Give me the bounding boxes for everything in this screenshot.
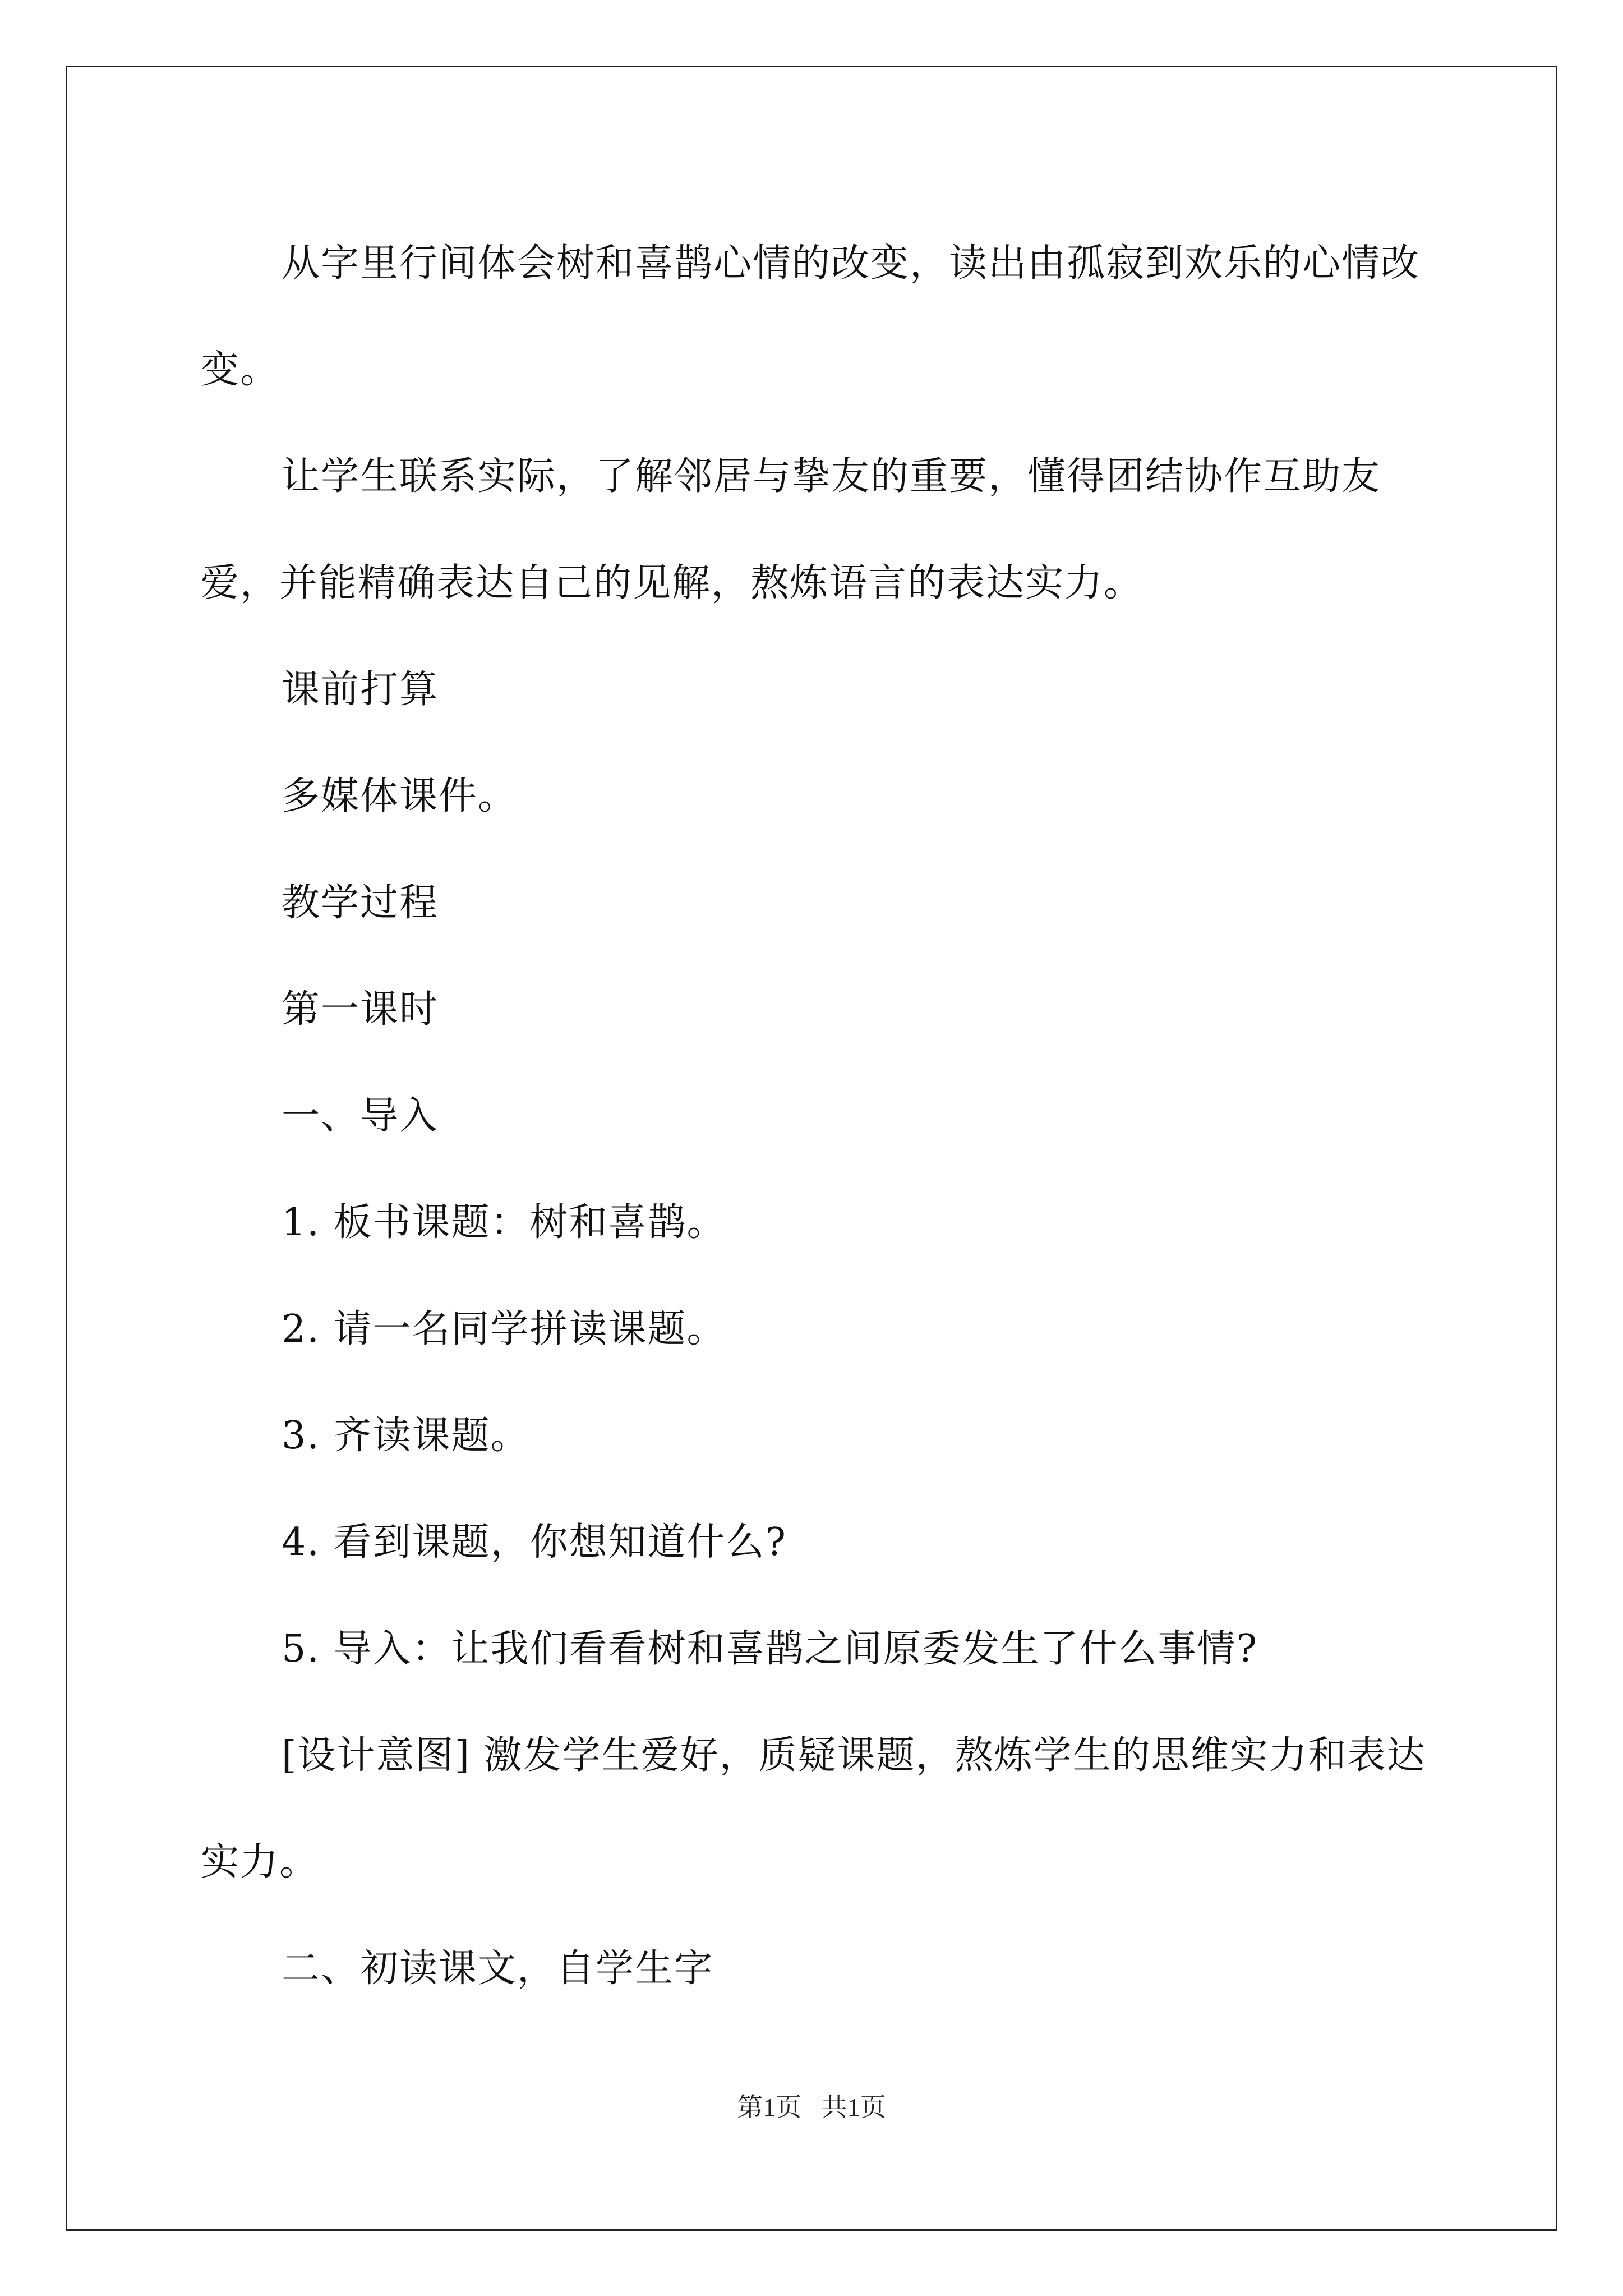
list-item: 3. 齐读课题。 <box>282 1414 530 1458</box>
paragraph: 让学生联系实际，了解邻居与挚友的重要，懂得团结协作互助友爱，并能精确表达自己的见解，熬炼语言的表达实力。 <box>201 454 1381 605</box>
paragraph: [设计意图] 激发学生爱好，质疑课题，熬炼学生的思维实力和表达实力。 <box>201 1733 1426 1884</box>
section-heading: 第一课时 <box>282 987 439 1032</box>
document-body <box>201 210 1435 2022</box>
section-heading: 教学过程 <box>282 881 439 925</box>
list-item: 1. 板书课题：树和喜鹊。 <box>282 1200 726 1245</box>
page-total: 共1页 <box>821 2093 886 2122</box>
section-heading: 二、初读课文，自学生字 <box>282 1947 714 1991</box>
list-item: 2. 请一名同学拼读课题。 <box>282 1307 726 1351</box>
page-footer <box>0 2087 1623 2124</box>
paragraph: 多媒体课件。 <box>282 774 518 818</box>
list-item: 5. 导入：让我们看看树和喜鹊之间原委发生了什么事情? <box>282 1627 1258 1671</box>
paragraph: 从字里行间体会树和喜鹊心情的改变，读出由孤寂到欢乐的心情改变。 <box>201 241 1421 392</box>
section-heading: 一、导入 <box>282 1094 439 1138</box>
page-number: 第1页 <box>737 2093 802 2122</box>
list-item: 4. 看到课题，你想知道什么? <box>282 1520 787 1565</box>
section-heading: 课前打算 <box>282 668 439 712</box>
